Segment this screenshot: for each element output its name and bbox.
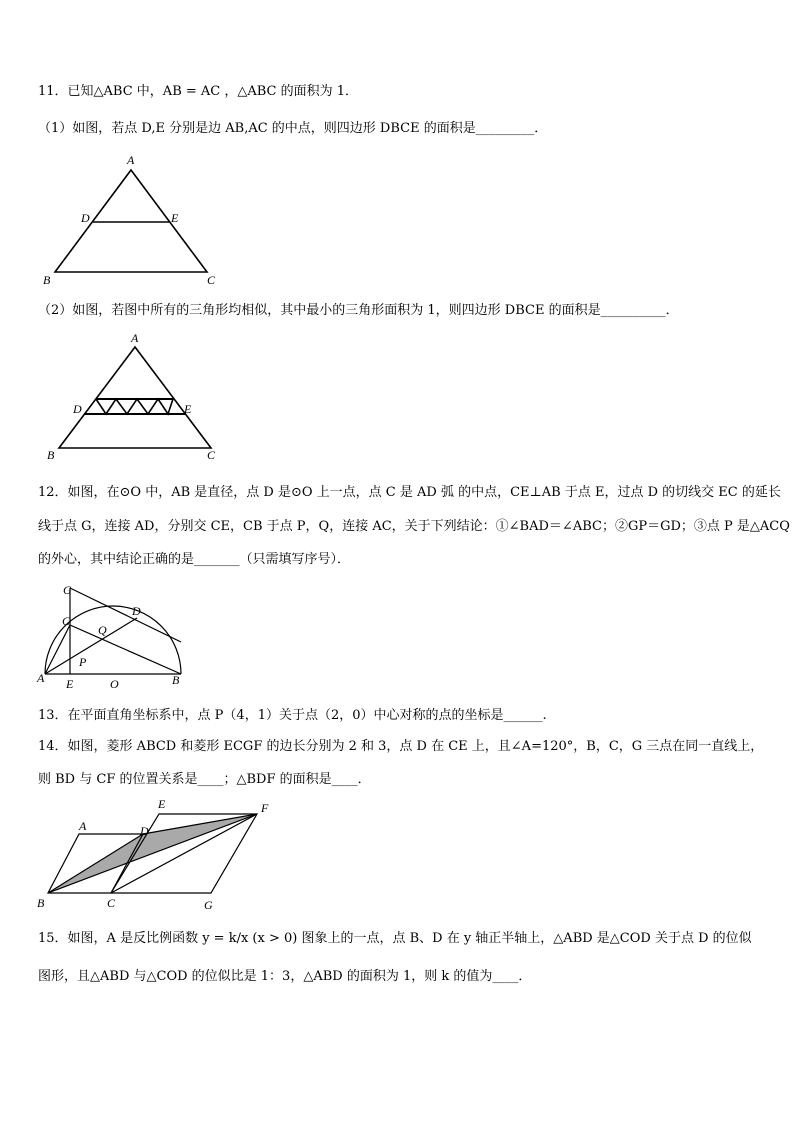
q11-figure2 bbox=[38, 332, 228, 464]
label-a: A bbox=[131, 332, 139, 345]
q11-part2: （2）如图，若图中所有的三角形均相似，其中最小的三角形面积为 1，则四边形 DBCE 的面积是__________． bbox=[38, 303, 679, 318]
label-g: G bbox=[204, 898, 213, 912]
label-d: D bbox=[140, 824, 149, 838]
label-p: P bbox=[79, 655, 87, 669]
q11-stem: 11．已知△ABC 中，AB = AC ，△ABC 的面积为 1． bbox=[38, 84, 359, 99]
q12-figure bbox=[33, 582, 193, 692]
label-b: B bbox=[172, 673, 180, 687]
q15-line2: 图形，且△ABD 与△COD 的位似比是 1：3，△ABD 的面积为 1，则 k 的值为____． bbox=[38, 969, 532, 984]
label-c: C bbox=[207, 448, 216, 462]
label-d: D bbox=[73, 402, 82, 416]
label-d: D bbox=[132, 604, 141, 618]
q14-line2: 则 BD 与 CF 的位置关系是____；△BDF 的面积是____． bbox=[38, 772, 371, 787]
label-d: D bbox=[81, 211, 90, 225]
zigzag-small-triangles bbox=[96, 399, 173, 414]
segment-cb bbox=[70, 625, 181, 674]
label-a: A bbox=[127, 153, 135, 167]
label-o: O bbox=[110, 677, 119, 691]
label-e: E bbox=[184, 402, 192, 416]
label-f: F bbox=[261, 801, 269, 815]
label-a: A bbox=[37, 671, 45, 685]
label-e: E bbox=[158, 797, 166, 811]
tangent-gd bbox=[70, 588, 181, 642]
label-b: B bbox=[47, 448, 55, 462]
q12-line3: 的外心，其中结论正确的是_______（只需填写序号）． bbox=[38, 552, 351, 567]
label-c: C bbox=[62, 614, 71, 628]
q11-part1: （1）如图，若点 D,E 分别是边 AB,AC 的中点，则四边形 DBCE 的面积是_________． bbox=[38, 121, 548, 136]
label-b: B bbox=[43, 273, 51, 287]
label-e: E bbox=[171, 211, 179, 225]
label-q: Q bbox=[98, 623, 107, 637]
triangle-abc bbox=[55, 170, 207, 272]
triangle-abc bbox=[59, 347, 211, 448]
label-c: C bbox=[107, 896, 116, 910]
q14-line1: 14．如图，菱形 ABCD 和菱形 ECGF 的边长分别为 2 和 3，点 D 在 CE 上，且∠A=120°，B，C，G 三点在同一直线上， bbox=[38, 739, 764, 754]
label-b: B bbox=[37, 896, 45, 910]
q15-line1: 15．如图，A 是反比例函数 y = k/x (x > 0) 图象上的一点，点 B、D 在 y 轴正半轴上，△ABD 是△COD 关于点 D 的位似 bbox=[38, 931, 752, 946]
q12-line1: 12．如图，在⊙O 中，AB 是直径，点 D 是⊙O 上一点，点 C 是 AD 弧 的中点，CE⊥AB 于点 E，过点 D 的切线交 EC 的延长 bbox=[38, 485, 781, 500]
label-e: E bbox=[66, 677, 74, 691]
label-c: C bbox=[207, 273, 216, 287]
q12-line2: 线于点 G，连接 AD，分别交 CE，CB 于点 P，Q，连接 AC，关于下列结论：①∠BAD＝∠ABC；②GP＝GD；③点 P 是△ACQ bbox=[38, 519, 790, 534]
q13-text: 13．在平面直角坐标系中，点 P（4，1）关于点（2，0）中心对称的点的坐标是______. bbox=[38, 708, 547, 723]
label-a: A bbox=[79, 819, 87, 833]
label-g: G bbox=[63, 583, 72, 597]
q14-figure bbox=[33, 795, 283, 915]
q11-figure1 bbox=[38, 152, 228, 290]
